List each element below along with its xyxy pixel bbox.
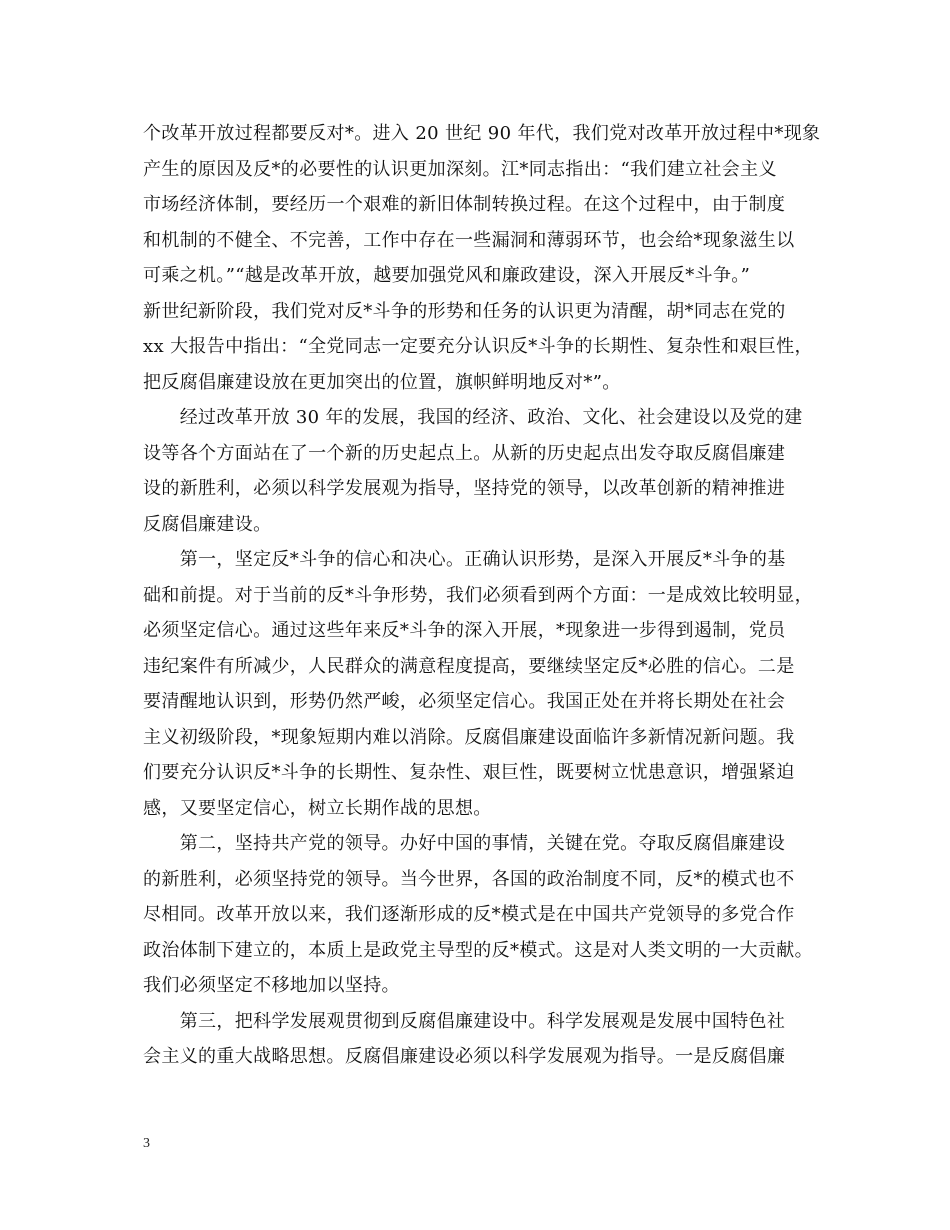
text-line: xx 大报告中指出：“全党同志一定要充分认识反*斗争的长期性、复杂性和艰巨性， xyxy=(143,336,813,357)
text-line: 础和前提。对于当前的反*斗争形势，我们必须看到两个方面：一是成效比较明显， xyxy=(143,584,813,606)
text-line: 把反腐倡廉建设放在更加突出的位置，旗帜鲜明地反对*”。 xyxy=(143,371,621,393)
page-number: 3 xyxy=(143,1136,150,1151)
text-line: 新世纪新阶段，我们党对反*斗争的形势和任务的认识更为清醒，胡*同志在党的 xyxy=(143,300,786,322)
text-line: 主义初级阶段，*现象短期内难以消除。反腐倡廉建设面临许多新情况新问题。我 xyxy=(143,726,795,748)
text-line: 违纪案件有所减少，人民群众的满意程度提高，要继续坚定反*必胜的信心。二是 xyxy=(143,655,795,677)
text-line: 的新胜利，必须坚持党的领导。当今世界，各国的政治制度不同，反*的模式也不 xyxy=(143,868,795,890)
text-line: 设的新胜利，必须以科学发展观为指导，坚持党的领导，以改革创新的精神推进 xyxy=(143,478,786,499)
text-line: 反腐倡廉建设。 xyxy=(143,513,272,535)
text-line: 可乘之机。”“越是改革开放，越要加强党风和廉政建设，深入开展反*斗争。” xyxy=(143,265,751,286)
text-line: 要清醒地认识到，形势仍然严峻，必须坚定信心。我国正处在并将长期处在社会 xyxy=(143,691,786,712)
text-line: 和机制的不健全、不完善，工作中存在一些漏洞和薄弱环节，也会给*现象滋生以 xyxy=(143,229,795,251)
text-line: 市场经济体制，要经历一个艰难的新旧体制转换过程。在这个过程中，由于制度 xyxy=(143,194,786,215)
text-line: 尽相同。改革开放以来，我们逐渐形成的反*模式是在中国共产党领导的多党合作 xyxy=(143,904,795,925)
text-line: 会主义的重大战略思想。反腐倡廉建设必须以科学发展观为指导。一是反腐倡廉 xyxy=(143,1046,786,1067)
text-line: 经过改革开放 30 年的发展，我国的经济、政治、文化、社会建设以及党的建 xyxy=(143,407,803,428)
text-line: 们要充分认识反*斗争的长期性、复杂性、艰巨性，既要树立忧患意识，增强紧迫 xyxy=(143,762,795,783)
text-line: 政治体制下建立的，本质上是政党主导型的反*模式。这是对人类文明的一大贡献。 xyxy=(143,939,813,961)
text-line: 个改革开放过程都要反对*。进入 20 世纪 90 年代，我们党对改革开放过程中*现象 xyxy=(143,123,821,144)
text-line: 第二，坚持共产党的领导。办好中国的事情，关键在党。夺取反腐倡廉建设 xyxy=(143,833,786,854)
text-line: 第三，把科学发展观贯彻到反腐倡廉建设中。科学发展观是发展中国特色社 xyxy=(143,1010,786,1032)
text-line: 必须坚定信心。通过这些年来反*斗争的深入开展，*现象进一步得到遏制，党员 xyxy=(143,620,786,641)
text-line: 我们必须坚定不移地加以坚持。 xyxy=(143,975,400,996)
text-line: 产生的原因及反*的必要性的认识更加深刻。江*同志指出：“我们建立社会主义 xyxy=(143,158,777,180)
document-body xyxy=(143,116,821,1075)
text-line: 第一，坚定反*斗争的信心和决心。正确认识形势，是深入开展反*斗争的基 xyxy=(143,549,786,570)
text-line: 设等各个方面站在了一个新的历史起点上。从新的历史起点出发夺取反腐倡廉建 xyxy=(143,442,786,464)
text-line: 感，又要坚定信心，树立长期作战的思想。 xyxy=(143,797,492,819)
